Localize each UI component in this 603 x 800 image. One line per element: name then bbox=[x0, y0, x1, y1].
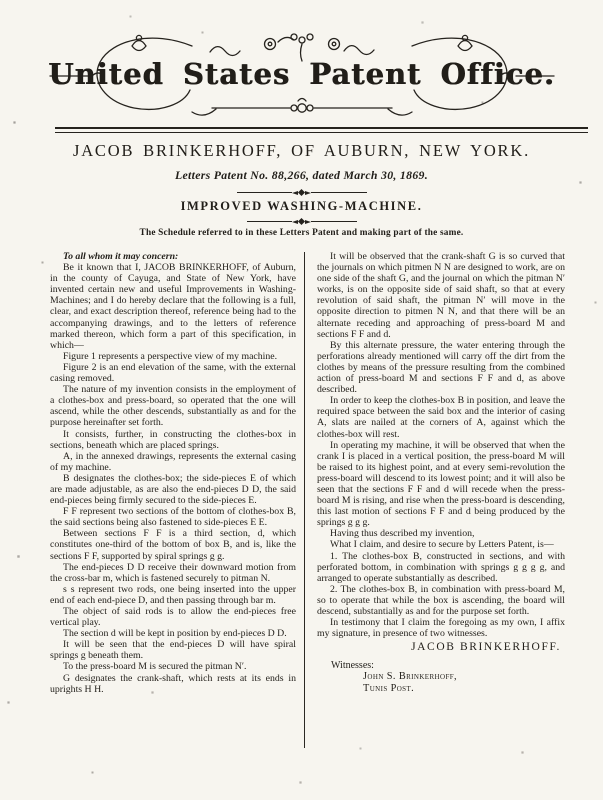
paragraph: Figure 2 is an end elevation of the same, with the external casing removed. bbox=[50, 361, 296, 385]
paragraph: To the press-board M is secured the pitman N′. bbox=[63, 661, 247, 673]
witness-name: Tunis Post. bbox=[363, 682, 415, 694]
paragraph: It will be observed that the crank-shaft G is so curved that the journals on which pitmen N N are designed to work, are on one side of the shaft G, and the journal on which the pitman N′ works, is on the opposite side of said shaft, so that at every revolution of said shaft, the pitman N′ will move in the opposite direction to pitmen N N, and that there will be an alternate receding and approaching of press-board M and sections F F and d. bbox=[317, 251, 565, 340]
paragraph: What I claim, and desire to secure by Letters Patent, is— bbox=[330, 539, 554, 551]
paragraph: It consists, further, in constructing the clothes-box in sections, beneath which are placed springs. bbox=[50, 428, 296, 451]
paragraph: s s represent two rods, one being inserted into the upper end of each end-piece D, and then passing through bar m. bbox=[50, 583, 296, 606]
paragraph: 2. The clothes-box B, in combination with press-board M, so to operate that while the box is ascending, the board will descend, substantially as and for the purpose set forth. bbox=[317, 583, 565, 617]
paragraph: Having thus described my invention, bbox=[330, 528, 475, 540]
paragraph: Figure 1 represents a perspective view of my machine. bbox=[63, 350, 278, 362]
paragraph: G designates the crank-shaft, which rests at its ends in uprights H H. bbox=[50, 672, 296, 695]
ornamental-rule-icon bbox=[247, 219, 357, 224]
inventor-signature: JACOB BRINKERHOFF. bbox=[411, 641, 561, 654]
paragraph: By this alternate pressure, the water entering through the perforations already mentioned will carry off the dirt from the clothes by means of the pressure resulting from the combined action of press-board M and sections F F and d, as above described. bbox=[317, 339, 565, 396]
paragraph: The end-pieces D D receive their downward motion from the cross-bar m, which is fastened securely to pitman N. bbox=[50, 561, 296, 584]
right-column-paragraphs bbox=[317, 251, 565, 639]
witnesses-label: Witnesses: bbox=[331, 660, 374, 672]
masthead bbox=[32, 28, 572, 120]
ornamental-rule-icon bbox=[237, 190, 367, 195]
paragraph: The object of said rods is to allow the end-pieces free vertical play. bbox=[50, 606, 296, 629]
patentee-title: JACOB BRINKERHOFF, OF AUBURN, NEW YORK. bbox=[72, 141, 530, 160]
schedule-note: The Schedule referred to in these Letters Patent and making part of the same. bbox=[139, 228, 464, 238]
right-column bbox=[317, 251, 565, 694]
paragraph: A, in the annexed drawings, represents the external casing of my machine. bbox=[50, 450, 296, 473]
witness-name: John S. Brinkerhoff, bbox=[363, 671, 458, 683]
left-column bbox=[50, 251, 296, 695]
paragraph: B designates the clothes-box; the side-pieces E of which are made adjustable, as are also the end-pieces D D, the said end-pieces being firmly secured to the side-pieces E. bbox=[50, 472, 296, 507]
patent-number-line: Letters Patent No. 88,266, dated March 30, 1869. bbox=[175, 168, 428, 182]
masthead-title: United States Patent Office. bbox=[48, 57, 555, 91]
scan-speckles bbox=[0, 0, 1, 1]
paragraph: The nature of my invention consists in the employment of a clothes-box and press-board, so operated that the one will ascend, while the other descends, substantially as and for the purpose hereinafter set forth. bbox=[50, 384, 296, 429]
paragraph: In operating my machine, it will be observed that when the crank I is placed in a vertical position, the press-board M will be raised to its highest point, and at every semi-revolution the press-board will descend to its lowest point; and it will also be seen that the sections F F and d will recede when the press-board M is rising, and rise when the press-board is descending, this last motion of sections F F and d being produced by the springs g g g. bbox=[317, 439, 565, 529]
paragraph: In testimony that I claim the foregoing as my own, I affix my signature, in presence of two witnesses. bbox=[317, 617, 565, 640]
paragraph: Be it known that I, JACOB BRINKERHOFF, of Auburn, in the county of Cayuga, and State of New York, have invented certain new and useful Improvements in Washing-Machines; and I do hereby declare that the following is a full, clear, and exact description thereof, reference being had to the accompanying drawings, and to the letters of reference marked thereon, which form a part of this specification, in which— bbox=[50, 262, 296, 351]
paragraph: It will be seen that the end-pieces D will have spiral springs g beneath them. bbox=[50, 639, 296, 662]
column-divider bbox=[304, 252, 305, 748]
paragraph: In order to keep the clothes-box B in position, and leave the required space between the said box and the interior of casing A, slats are nailed at the corners of A, against which the clothes-box will rest. bbox=[317, 395, 565, 440]
header-rule bbox=[55, 127, 588, 133]
paragraph: To all whom it may concern: bbox=[63, 251, 179, 262]
invention-title: IMPROVED WASHING-MACHINE. bbox=[180, 199, 423, 213]
paragraph: The section d will be kept in position by end-pieces D D. bbox=[63, 628, 287, 640]
paragraph: Between sections F F is a third section, d, which constitutes one-third of the bottom of box B, and is, like the sections F F, supported by spiral springs g g. bbox=[50, 528, 296, 562]
paragraph: F F represent two sections of the bottom of clothes-box B, the said sections being also fastened to side-pieces E E. bbox=[50, 506, 296, 529]
paragraph: 1. The clothes-box B, constructed in sections, and with perforated bottom, in combination with springs g g g g, and arranged to operate substantially as described. bbox=[317, 550, 565, 584]
